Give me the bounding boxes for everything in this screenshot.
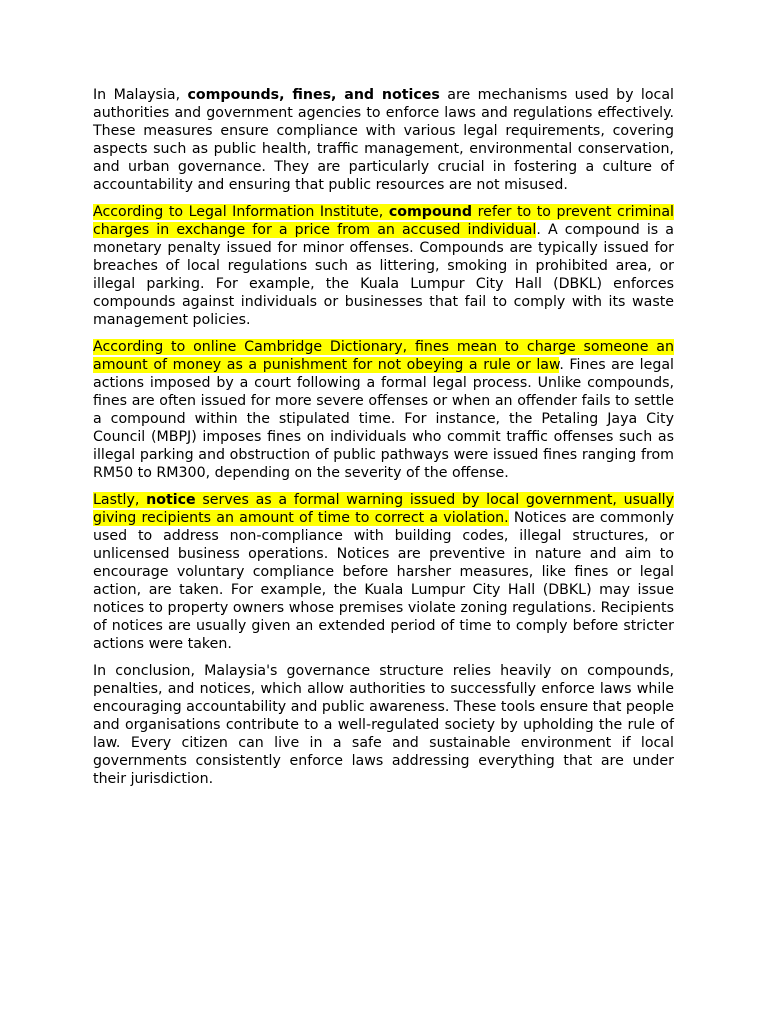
notice-highlight-lead: Lastly, — [93, 492, 147, 508]
compound-highlight-lead: According to Legal Information Institute, — [93, 204, 389, 220]
intro-text-start: In Malaysia, — [93, 87, 188, 103]
compound-text-rest: . A compound is a monetary penalty issued for minor offenses. Compounds are typically issued for breaches of local regulations such as littering, smoking in prohibited area, or illegal parking. For example, the Kuala Lumpur City Hall (DBKL) enforces compounds against individuals or businesses that fail to comply with its waste management policies. — [93, 222, 674, 328]
notice-highlight-definition: serves as a formal warning issued by local government, usually giving recipients an amount of time to correct a violation. — [93, 492, 674, 526]
compound-bold-term: compound — [388, 204, 473, 220]
paragraph-notice — [93, 491, 674, 653]
notice-text-rest: Notices are commonly used to address non-compliance with building codes, illegal structures, or unlicensed business operations. Notices are preventive in nature and aim to encourage voluntary compliance before harsher measures, like fines or legal action, are taken. For example, the Kuala Lumpur City Hall (DBKL) may issue notices to property owners whose premises violate zoning regulations. Recipients of notices are usually given an extended period of time to comply before stricter actions were taken. — [93, 510, 674, 652]
fines-highlight: According to online Cambridge Dictionary, fines mean to charge someone an amount of money as a punishment for not obeying a rule or law — [93, 339, 674, 373]
paragraph-introduction — [93, 86, 674, 194]
conclusion-text: In conclusion, Malaysia's governance structure relies heavily on compounds, penalties, and notices, which allow authorities to successfully enforce laws while encouraging accountability and public awareness. These tools ensure that people and organisations contribute to a well-regulated society by upholding the rule of law. Every citizen can live in a safe and sustainable environment if local governments consistently enforce laws addressing everything that are under their jurisdiction. — [93, 663, 674, 787]
paragraph-compound — [93, 203, 674, 329]
intro-bold-terms: compounds, fines, and notices — [187, 87, 440, 103]
compound-highlight-definition: refer to to prevent criminal charges in exchange for a price from an accused individual — [93, 204, 674, 238]
document-body — [93, 86, 674, 797]
fines-text-rest: . Fines are legal actions imposed by a court following a formal legal process. Unlike compounds, fines are often issued for more severe offenses or when an offender fails to settle a compound within the stipulated time. For instance, the Petaling Jaya City Council (MBPJ) imposes fines on individuals who commit traffic offenses such as illegal parking and obstruction of public pathways were issued fines ranging from RM50 to RM300, depending on the severity of the offense. — [93, 357, 674, 481]
intro-text-rest: are mechanisms used by local authorities and government agencies to enforce laws and regulations effectively. These measures ensure compliance with various legal requirements, covering aspects such as public health, traffic management, environmental conservation, and urban governance. They are particularly crucial in fostering a culture of accountability and ensuring that public resources are not misused. — [93, 87, 674, 193]
notice-bold-term: notice — [146, 492, 196, 508]
paragraph-fines — [93, 338, 674, 482]
paragraph-conclusion — [93, 662, 674, 788]
